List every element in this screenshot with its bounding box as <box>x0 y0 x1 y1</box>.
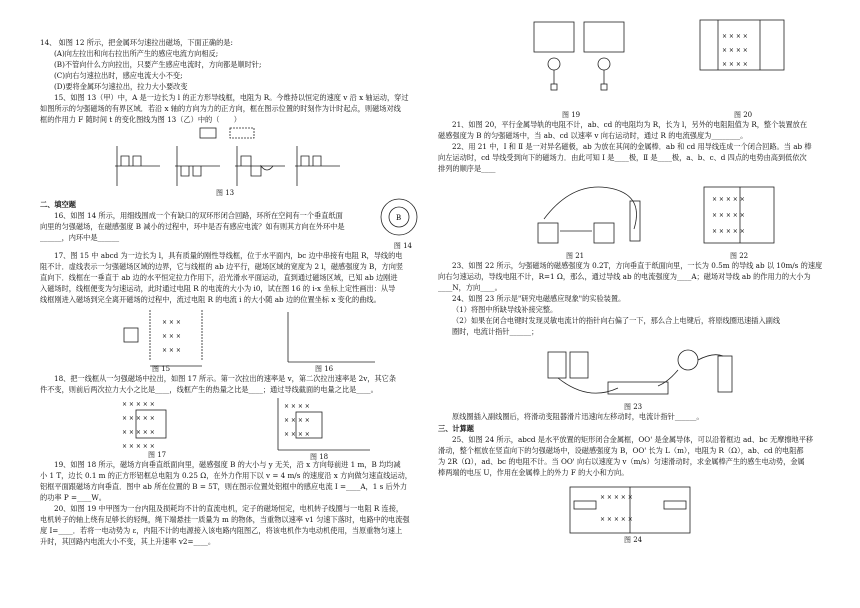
right-column <box>438 8 826 543</box>
svg-text:× × × × ×: × × × × × <box>712 228 745 235</box>
q14-option-b: (B)不管向什么方向拉出，只要产生感应电流时，方向都是顺时针; <box>54 60 262 69</box>
q15-line-3: 框的作用力 F 随时间 t 的变化图线为图 13（乙）中的（ ） <box>40 115 241 124</box>
q23-line-3: ____N，方向____。 <box>438 283 502 292</box>
svg-text:× × × × ×: × × × × × <box>122 443 155 450</box>
q15-line-2: 如图所示的匀强磁场的有界区域．若沿 x 轴的方向为力的正方向，框在图示位置的时刻作为计时起点，则磁场对线 <box>40 104 401 113</box>
question-15 <box>40 93 424 125</box>
q17-line-1: 17、图 15 中 abcd 为一边长为 l，具有质量的刚性导线框，位于水平面内，bc 边中串接有电阻 R，导线的电 <box>54 251 403 260</box>
figure-14-caption: 图 14 <box>393 242 412 250</box>
figure-21-22-drawings <box>438 175 826 261</box>
q25-line-1: 25、如图 24 所示，abcd 是水平放置的矩形闭合金属框，OO' 是金属导体，可以沿着框边 ad、bc 无摩擦地平移 <box>452 435 814 444</box>
svg-text:× × × × ×: × × × × × <box>600 494 633 501</box>
question-19 <box>40 460 424 503</box>
figure-21-caption: 图 21 <box>566 252 585 260</box>
svg-text:B: B <box>396 214 402 222</box>
figure-15-16-drawings <box>40 306 424 374</box>
figure-24-caption: 图 24 <box>624 536 643 544</box>
q22-line-1: 22、用 21 中，Ⅰ 和 Ⅱ 是一对异名磁极，ab 为放在其间的金属棒．ab 和 cd 用导线连成一个闭合回路。当 ab 棒 <box>452 142 812 151</box>
q17-line-2: 阻不计．虚线表示一匀强磁场区域的边界，它与线框的 ab 边平行，磁场区域的宽度为 2 l，磁感强度为 B，方向竖 <box>40 262 404 271</box>
q25-line-3: 为 2R（Ω），ad、bc 的电阻不计。当 OO' 向右以速度为 v（m/s）匀速滑动时，求金属棒产生的感生电动势，金属 <box>438 457 805 466</box>
figures-17-18 <box>40 396 424 460</box>
figure-14-rings <box>374 195 424 243</box>
q20-line-1: 20、如图 19 中甲图为一台内阻及损耗均不计的直流电机，定子的磁场恒定，电机转子线圈与一电阻 R 连接， <box>54 504 404 513</box>
svg-text:× × × × ×: × × × × × <box>122 415 155 422</box>
figure-17-18-drawings <box>40 396 424 460</box>
question-23 <box>438 261 826 293</box>
q17-line-4: 入磁场时，线框便变为匀速运动，此时通过电阻 R 的电流的大小为 i0，试在图 16 的 i-x 坐标上定性画出：从导 <box>40 284 396 293</box>
figure-24-frame <box>438 479 826 543</box>
svg-text:× × × ×: × × × × <box>284 431 310 438</box>
q16-line-2: 向里的匀强磁场，在磁感强度 B 减小的过程中，环中是否有感应电流？如有则其方向在外环中是 <box>40 222 345 231</box>
figure-19-20-drawings <box>438 8 826 120</box>
q21-line-1: 21、如图 20，平行金属导轨的电阻不计，ab、cd 的电阻均为 R，长为 l，另外的电阻阻值为 R，整个装置放在 <box>452 120 808 129</box>
q24-line-4: 圈时，电流计指针______； <box>452 327 539 336</box>
q25-line-2: 滑动，整个框放在竖直向下的匀强磁场中，设磁感强度为 B，OO' 长为 L（m），电阻为 R（Ω），ab、cd 的电阻都 <box>438 446 804 455</box>
q16-line-1: 16、如图 14 所示，用细线围成一个有缺口的双环形闭合回路，环所在空间有一个垂直纸面 <box>54 211 343 220</box>
q19-line-2: 小 1 T，边长 0.1 m 的正方形铝框总电阻为 0.25 Ω，在外力作用下以 v = 4 m/s 的速度沿 x 方向做匀速直线运动， <box>40 471 412 480</box>
question-22 <box>438 142 826 174</box>
figure-23-apparatus <box>438 338 826 412</box>
q25-line-4: 棒两端的电压 U，作用在金属棒上的外力 F 的大小和方向。 <box>438 468 629 477</box>
question-17 <box>40 251 424 305</box>
figures-21-22 <box>438 175 826 261</box>
figure-19-caption: 图 19 <box>562 111 581 119</box>
q24-line-2: （1）将图中所缺导线补接完整。 <box>452 305 558 314</box>
figures-15-16 <box>40 306 424 374</box>
svg-text:× × ×: × × × <box>162 333 181 340</box>
svg-text:× × × ×: × × × × <box>722 33 748 40</box>
svg-text:× × ×: × × × <box>162 347 181 354</box>
svg-text:× × × × ×: × × × × × <box>122 429 155 436</box>
section-3-heading: 三、计算题 <box>438 424 474 433</box>
q19-line-3: 铝框平面跟磁场方向垂直．图中 ab 所在位置的 B = 5T，则在图示位置处铝框中的感应电流 I =____A，1 s 后外力 <box>40 482 408 491</box>
svg-text:× × ×: × × × <box>162 319 181 326</box>
q23-line-2: 向右匀速运动，导线电阻不计，R=1 Ω，那么，通过导线 ab 的电流强度为____A；磁场对导线 ab 的作用力的大小为 <box>438 272 811 281</box>
q14-option-d: (D)要将金属环匀速拉出，拉力大小要改变 <box>54 82 188 91</box>
q22-line-2: 向左运动时，cd 导线受到向下的磁场力．由此可知 Ⅰ 是____极，Ⅱ 是____极，a、b、c、d 四点的电势由高到低依次 <box>438 153 807 162</box>
q21-line-2: 磁感强度为 B 的匀强磁场中，当 ab、cd 以速率 v 向右运动时，通过 R 的电流强度为________。 <box>438 131 748 140</box>
left-column <box>40 38 424 548</box>
q20-line-2: 电机转子的轴上绕有足够长的轻绳，绳下端悬挂一质量为 m 的物体，当重物以速率 v1 匀速下落时，电路中的电流强 <box>40 515 410 524</box>
q22-line-3: 排列的顺序是____ <box>438 164 496 173</box>
figure-13-caption: 图 13 <box>216 189 235 197</box>
q24-line-1: 24、如图 23 所示是"研究电磁感应现象"的实验装置。 <box>452 294 626 303</box>
question-21 <box>438 120 826 141</box>
svg-text:× × × × ×: × × × × × <box>122 401 155 408</box>
figure-24 <box>438 479 826 543</box>
q17-line-5: 线框刚进入磁场到完全离开磁场的过程中，流过电阻 R 的电流 i 的大小随 ab 边的位置坐标 x 变化的曲线。 <box>40 295 381 304</box>
question-18 <box>40 374 424 395</box>
figure-22-caption: 图 22 <box>730 252 749 260</box>
figure-18-caption: 图 18 <box>310 453 329 461</box>
svg-text:× × × ×: × × × × <box>284 403 310 410</box>
q23-line-1: 23、如图 22 所示，匀强磁场的磁感强度为 0.2T，方向垂直于纸面向里，一长为 0.5m 的导线 ab 以 10m/s 的速度 <box>452 261 823 270</box>
q20-line-3: 度 I=____．若将一电动势为 ε，内阻不计的电源接入该电路内阻图乙，将该电机作为电动机使用，当原重物匀速上 <box>40 526 403 535</box>
svg-text:× × × × ×: × × × × × <box>600 516 633 523</box>
q20-line-4: 升时，其回路内电流大小不变，其上升速率 v2=____。 <box>40 537 216 546</box>
section-2-heading: 二、填空题 <box>40 200 76 209</box>
figure-16-caption: 图 16 <box>315 365 334 373</box>
q14-stem: 14、 如图 12 所示，把金属环匀速拉出磁场，下面正确的是: <box>40 38 233 47</box>
svg-text:× × × ×: × × × × <box>722 47 748 54</box>
question-24 <box>438 294 826 337</box>
svg-text:× × × ×: × × × × <box>284 417 310 424</box>
question-25 <box>438 435 826 478</box>
figures-19-20 <box>438 8 826 120</box>
svg-text:× × × × ×: × × × × × <box>712 196 745 203</box>
q19-line-4: 的功率 P =____W。 <box>40 493 106 502</box>
q14-option-a: (A)向左拉出和向右拉出所产生的感应电流方向相反; <box>54 49 219 58</box>
figure-15-caption: 图 15 <box>152 365 171 373</box>
q18-line-1: 18、把一线框从一匀强磁场中拉出，如图 17 所示。第一次拉出的速率是 v，第二次拉出速率是 2v，其它条 <box>54 374 397 383</box>
figure-23-caption: 图 23 <box>624 403 643 411</box>
figure-13 <box>40 126 424 198</box>
q24-line-3: （2）如果在闭合电键时发现灵敏电流计的指针向右偏了一下，那么合上电键后，将原线圈迅速插入副线 <box>452 316 781 325</box>
q16-line-3: ______，内环中是______ <box>40 233 120 242</box>
q19-line-1: 19、如图 18 所示，磁场方向垂直纸面向里，磁感强度 B 的大小与 y 无关，沿 x 方向每前进 1 m，B 均均减 <box>54 460 401 469</box>
question-20 <box>40 504 424 547</box>
q14-option-c: (C)向右匀速拉出时，感应电流大小不变; <box>54 71 183 80</box>
figure-20-caption: 图 20 <box>734 111 753 119</box>
q17-line-3: 直向下．线框在一垂直于 ab 边的水平恒定拉力作用下，沿光滑水平面运动，直到通过磁场区域，已知 ab 边刚进 <box>40 273 398 282</box>
question-16 <box>40 211 424 250</box>
q18-line-2: 件不变，则前后两次拉力大小之比是____，线框产生的热量之比是____；通过导线截面的电量之比是____。 <box>40 385 378 394</box>
q24-line-5: 原线圈插入副线圈后，将滑动变阻器滑片迅速向左移动时，电流计指针______。 <box>452 412 704 421</box>
figure-17-caption: 图 17 <box>148 451 167 459</box>
svg-text:× × × ×: × × × × <box>722 61 748 68</box>
figure-23 <box>438 338 826 412</box>
svg-text:× × × × ×: × × × × × <box>712 212 745 219</box>
q15-line-1: 15、如图 13（甲）中，A 是一边长为 l 的正方形导线框，电阻为 R。今维持以恒定的速度 v 沿 x 轴运动，穿过 <box>54 93 409 102</box>
question-14 <box>40 38 424 92</box>
